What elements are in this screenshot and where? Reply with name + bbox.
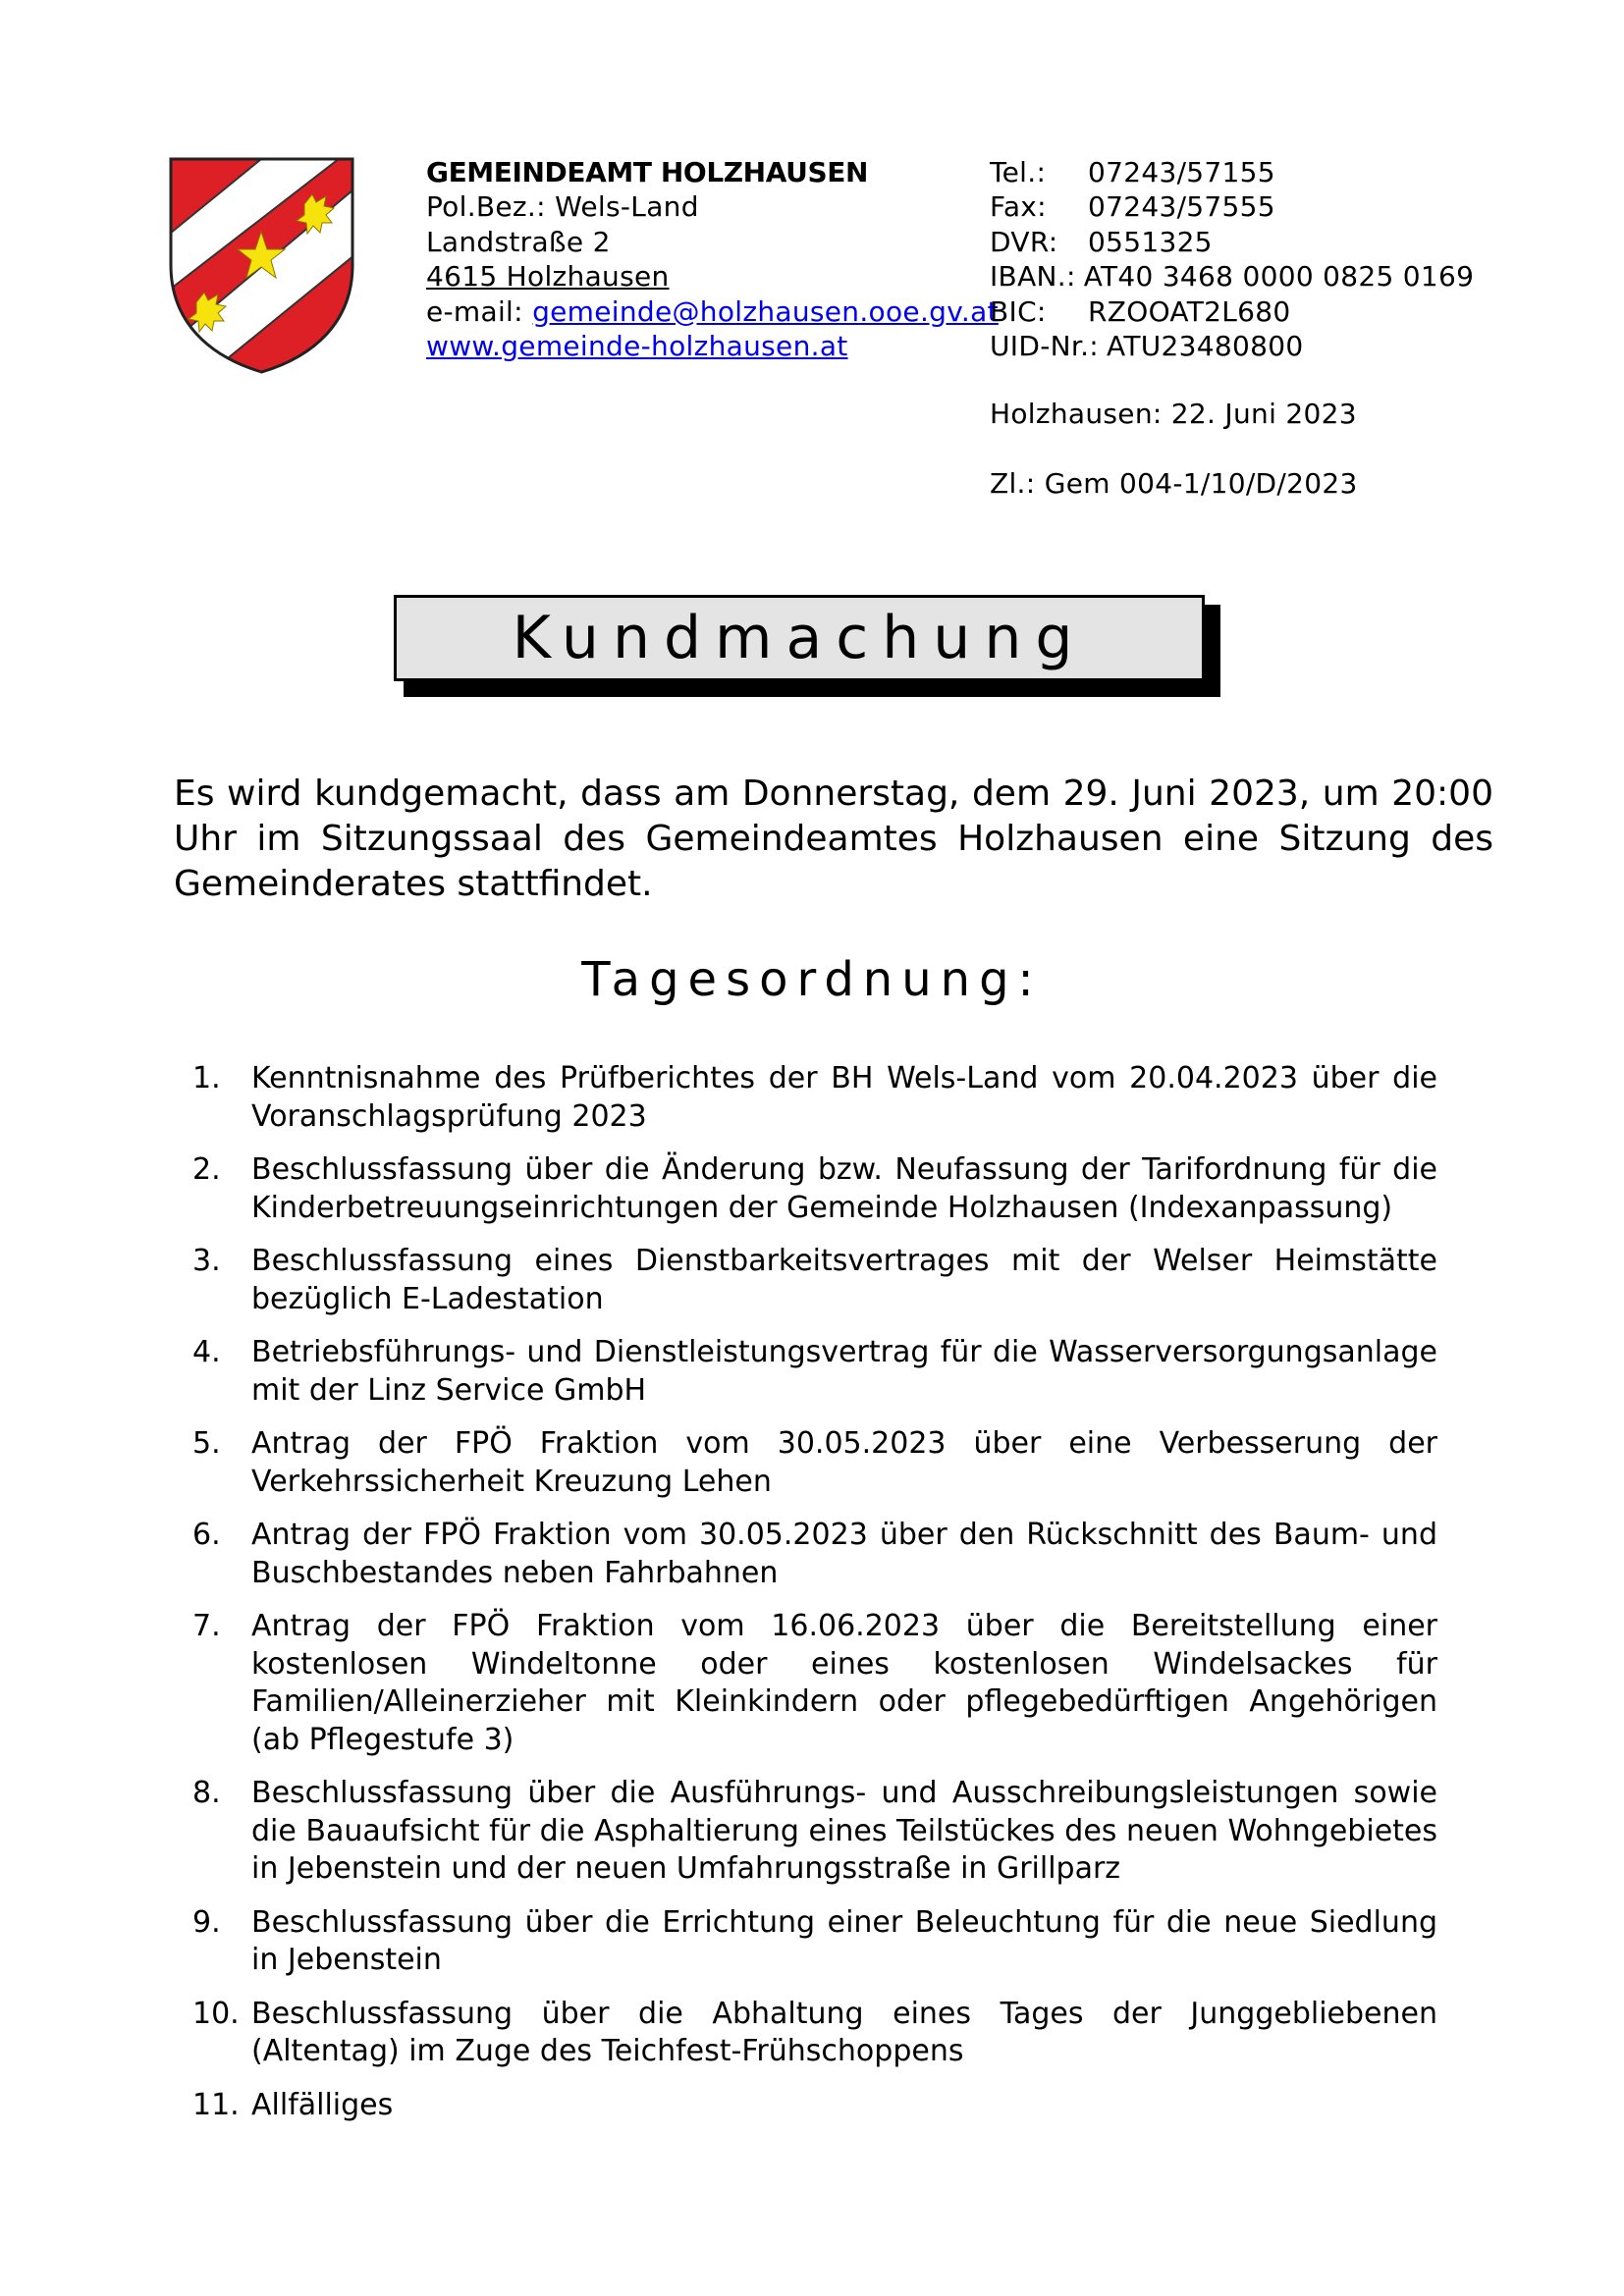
bic-value: RZOOAT2L680 bbox=[1088, 294, 1291, 328]
agenda-list bbox=[192, 1060, 1437, 2140]
item-number: 10. bbox=[192, 1996, 240, 2031]
item-number: 1. bbox=[192, 1061, 221, 1095]
item-text: Beschlussfassung über die Errichtung einer Beleuchtung für die neue Siedlung in Jebenstein bbox=[251, 1904, 1437, 1977]
item-number: 2. bbox=[192, 1152, 221, 1187]
item-text: Allfälliges bbox=[251, 2087, 394, 2122]
item-text: Kenntnisnahme des Prüfberichtes der BH Wels-Land vom 20.04.2023 über die Voranschlagsprüfung 2023 bbox=[251, 1061, 1437, 1134]
item-text: Beschlussfassung über die Abhaltung eines Tages der Junggebliebenen (Altentag) im Zuge des Teichfest-Frühschoppens bbox=[251, 1996, 1437, 2068]
item-number: 6. bbox=[192, 1518, 221, 1552]
reference-number: Zl.: Gem 004-1/10/D/2023 bbox=[990, 467, 1358, 500]
item-number: 5. bbox=[192, 1426, 221, 1461]
item-number: 7. bbox=[192, 1609, 221, 1643]
street: Landstraße 2 bbox=[426, 225, 611, 258]
list-item bbox=[192, 1996, 1437, 2071]
dvr-label: DVR: bbox=[990, 225, 1058, 258]
item-text: Beschlussfassung über die Änderung bzw. Neufassung der Tarifordnung für die Kinderbetreuungseinrichtungen der Gemeinde Holzhausen (Indexanpassung) bbox=[251, 1152, 1437, 1225]
list-item bbox=[192, 1775, 1437, 1889]
iban-value: AT40 3468 0000 0825 0169 bbox=[1083, 260, 1475, 294]
list-item bbox=[192, 1151, 1437, 1227]
item-number: 9. bbox=[192, 1904, 221, 1940]
list-item bbox=[192, 1243, 1437, 1318]
document-title: Kundmachung bbox=[394, 595, 1205, 681]
item-text: Beschlussfassung über die Ausführungs- und Ausschreibungsleistungen sowie die Bauaufsicht für die Asphaltierung eines Teilstückes des neuen Wohngebietes in Jebenstein und der neuen Umfahrungsstraße in Grillparz bbox=[251, 1776, 1437, 1886]
item-number: 11. bbox=[192, 2087, 240, 2122]
coat-of-arms-icon bbox=[167, 155, 356, 376]
item-text: Antrag der FPÖ Fraktion vom 30.05.2023 über den Rückschnitt des Baum- und Buschbestandes neben Fahrbahnen bbox=[251, 1518, 1437, 1590]
item-text: Beschlussfassung eines Dienstbarkeitsvertrages mit der Welser Heimstätte bezüglich E-Ladestation bbox=[251, 1244, 1437, 1316]
list-item bbox=[192, 1904, 1437, 1980]
date-line: Holzhausen: 22. Juni 2023 bbox=[990, 398, 1357, 430]
item-text: Antrag der FPÖ Fraktion vom 30.05.2023 über eine Verbesserung der Verkehrssicherheit Kreuzung Lehen bbox=[251, 1426, 1437, 1499]
bic-label: BIC: bbox=[990, 294, 1047, 328]
email-line bbox=[426, 294, 999, 329]
uid-label: UID-Nr.: bbox=[990, 330, 1100, 363]
contact-info bbox=[990, 155, 1474, 363]
email-label: e-mail: bbox=[426, 294, 533, 328]
item-text: Antrag der FPÖ Fraktion vom 16.06.2023 über die Bereitstellung einer kostenlosen Windeltonne oder eines kostenlosen Windelsackes für Familien/Alleinerzieher mit Kleinkindern oder pflegebedürftigen Angehörigen (ab Pflegestufe 3) bbox=[251, 1609, 1437, 1757]
uid-value: ATU23480800 bbox=[1107, 330, 1304, 363]
list-item bbox=[192, 1608, 1437, 1759]
fax-value: 07243/57555 bbox=[1088, 190, 1275, 224]
city: 4615 Holzhausen bbox=[426, 260, 670, 294]
intro-paragraph: Es wird kundgemacht, dass am Donnerstag, dem 29. Juni 2023, um 20:00 Uhr im Sitzungssaal des Gemeindeamtes Holzhausen eine Sitzung des Gemeinderates stattfindet. bbox=[174, 774, 1493, 904]
list-item bbox=[192, 1425, 1437, 1501]
list-item bbox=[192, 1517, 1437, 1592]
website-link[interactable]: www.gemeinde-holzhausen.at bbox=[426, 330, 848, 363]
dvr-value: 0551325 bbox=[1088, 225, 1213, 258]
item-text: Betriebsführungs- und Dienstleistungsvertrag für die Wasserversorgungsanlage mit der Linz Service GmbH bbox=[251, 1335, 1437, 1408]
list-item bbox=[192, 1334, 1437, 1410]
sender-address bbox=[426, 155, 999, 363]
district: Pol.Bez.: Wels-Land bbox=[426, 190, 699, 224]
item-number: 8. bbox=[192, 1776, 221, 1810]
tel-value: 07243/57155 bbox=[1088, 156, 1275, 188]
list-item bbox=[192, 1060, 1437, 1136]
email-link[interactable]: gemeinde@holzhausen.ooe.gv.at bbox=[532, 294, 999, 328]
fax-label: Fax: bbox=[990, 190, 1047, 224]
agenda-heading: Tagesordnung: bbox=[581, 952, 1043, 1007]
tel-label: Tel.: bbox=[990, 156, 1047, 188]
list-item bbox=[192, 2087, 1437, 2125]
item-number: 4. bbox=[192, 1335, 221, 1369]
item-number: 3. bbox=[192, 1244, 221, 1278]
iban-label: IBAN.: bbox=[990, 260, 1076, 294]
organization-name: GEMEINDEAMT HOLZHAUSEN bbox=[426, 156, 868, 188]
